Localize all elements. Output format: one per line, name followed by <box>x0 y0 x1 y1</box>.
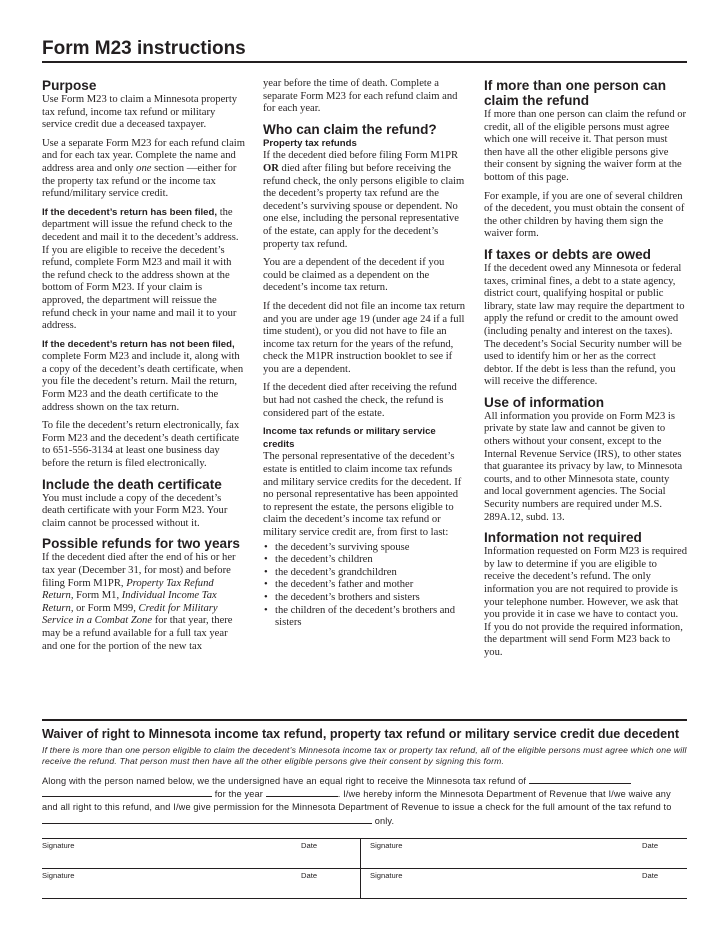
return-not-filed-text: If the decedent’s return has not been filed, complete Form M23 and include it, along with a copy of the decedent’s death certificate, when you file the decedent’s return. Mail the return, Form M23 and the death certificate to the address shown on the tax return. <box>42 338 244 413</box>
information-not-required-heading: Information not required <box>484 530 642 546</box>
list-item: • the decedent’s grandchildren <box>275 567 467 580</box>
list-item: • the children of the decedent’s brothers and sisters <box>275 605 467 630</box>
property-tax-subheading: Property tax refunds <box>263 137 357 149</box>
date-label: Date <box>642 841 659 850</box>
electronic-file-text: To file the decedent’s return electronically, fax Form M23 and the decedent’s death certificate to 651-556-3134 at least one business day before the return is filed electronically. <box>42 420 240 470</box>
death-certificate-text: You must include a copy of the decedent’s death certificate with your Form M23. Your claim cannot be processed without it. <box>42 492 228 529</box>
column-1 <box>42 78 245 659</box>
income-tax-text: The personal representative of the decedent’s estate is entitled to claim income tax refunds and military service credits for the decedent. If no personal representative has been appointed to represent the estate, the persons eligible to claim the decedent’s income tax refund or military service credit are, from first to last: <box>263 451 462 538</box>
date-label: Date <box>301 841 318 850</box>
cashed-text: If the decedent died after receiving the refund but had not cashed the check, the refund is considered part of the estate. <box>263 382 457 419</box>
signature-divider <box>360 839 361 869</box>
waiver-title: Waiver of right to Minnesota income tax refund, property tax refund or military service credit due decedent <box>42 727 680 741</box>
column-3 <box>484 78 687 666</box>
more-than-one-heading: If more than one person can claim the refund <box>484 78 667 108</box>
return-filed-text: If the decedent’s return has been filed, the department will issue the refund check to the decedent and mail it to the decedent’s address. If you are eligible to receive the decedent’s refund, complete Form M23 and mail it with the refund check to the address shown at the bottom of Form M23. If your claim is approved, the department will reissue the refund check in your name and mail it to your address. <box>42 206 239 332</box>
waiver-body: Along with the person named below, we the undersigned have an equal right to receive the Minnesota tax refund of for the year . I/we hereby inform the Minnesota Department of Revenue that I/we waive any and all right to this refund, and I/we give permission for the Minnesota Department of Revenue to issue a check for the full amount of the tax refund to only. <box>42 775 672 827</box>
taxes-owed-text: If the decedent owed any Minnesota or federal taxes, criminal fines, a debt to a state agency, district court, qualifying hospital or public library, state law may require the department to apply the refund or credit to the amount owed (including penalty and interest on the taxes). The decedent’s Social Security number will be used to identify him or her as the correct debtor. If the debt is less than the refund, you will receive the difference. <box>484 262 685 388</box>
who-can-claim-heading: Who can claim the refund? <box>263 121 437 137</box>
use-of-information-text: All information you provide on Form M23 is private by state law and cannot be given to others without your consent, except to the Internal Revenue Service (IRS), to other states that guarantee its privacy by law, to Minnesota courts, and to other Minnesota state, county and local government agencies. The Social Security numbers are required under M.S. 289A.12, subd. 13. <box>484 410 683 523</box>
waiver-instructions: If there is more than one person eligible to claim the decedent’s Minnesota income tax or property tax refund, all of the eligible persons must agree which one will receive the refund. That person must then have all the other eligible persons give their consent by signing this form. <box>42 744 687 767</box>
signature-label: Signature <box>42 841 75 850</box>
eligible-persons-list <box>263 542 467 630</box>
waiver-rule <box>42 719 687 721</box>
waiver-section <box>42 727 687 828</box>
continued-text: year before the time of death. Complete a separate Form M23 for each refund claim and for each year. <box>263 78 458 115</box>
page-title: Form M23 instructions <box>42 38 246 59</box>
separate-form-text: Use a separate Form M23 for each refund claim and for each tax year. Complete the name and address area and only one section —either for the property tax refund or the income tax refund/military service credit. <box>42 137 245 200</box>
taxes-owed-heading: If taxes or debts are owed <box>484 246 651 262</box>
signature-label: Signature <box>42 871 75 880</box>
use-of-information-heading: Use of information <box>484 394 605 410</box>
payee-name-field[interactable] <box>42 814 372 824</box>
possible-refunds-heading: Possible refunds for two years <box>42 536 240 552</box>
more-than-one-text: If more than one person can claim the refund or credit, all of the eligible persons must agree which one will receive it. That person must then have all the other eligible persons give their consent by signing the waiver form at the bottom of this page. <box>484 109 687 183</box>
column-2 <box>263 78 467 636</box>
death-certificate-heading: Include the death certificate <box>42 476 222 492</box>
list-item: • the decedent’s surviving spouse <box>275 542 467 555</box>
signature-label: Signature <box>370 841 403 850</box>
tax-year-field[interactable] <box>266 787 338 797</box>
list-item: • the decedent’s father and mother <box>275 579 467 592</box>
date-label: Date <box>642 871 659 880</box>
list-item: • the decedent’s children <box>275 554 467 567</box>
property-tax-text: If the decedent died before filing Form M1PR OR died after filing but before receiving the refund check, the only persons eligible to claim the decedent’s property tax refund are the decedent’s surviving spouse or dependent. No one else, including the personal representative of the estate, can apply for the decedent’s property tax refund. <box>263 150 465 250</box>
purpose-heading: Purpose <box>42 78 97 93</box>
signature-label: Signature <box>370 871 403 880</box>
signature-row-1 <box>42 838 687 869</box>
income-tax-subheading: Income tax refunds or military service credits <box>263 426 436 450</box>
person-name-field[interactable] <box>42 787 212 797</box>
title-rule <box>42 61 687 63</box>
dependent-text: You are a dependent of the decedent if you could be claimed as a dependent on the decedent’s income tax return. <box>263 257 445 294</box>
example-text: For example, if you are one of several children of the decedent, you must obtain the consent of the other children by having them sign the waiver form. <box>484 190 685 240</box>
signature-divider <box>360 869 361 899</box>
list-item: • the decedent’s brothers and sisters <box>275 592 467 605</box>
purpose-text: Use Form M23 to claim a Minnesota property tax refund, income tax refund or military service credit due a deceased taxpayer. <box>42 94 238 131</box>
signature-row-2 <box>42 868 687 899</box>
bottom-rule <box>42 898 687 899</box>
information-not-required-text: Information requested on Form M23 is required by law to determine if you are eligible to receive the decedent’s refund. The only information you are not required to provide is your telephone number. However, we ask that you provide it in case we have to contact you. If you do not provide the required information, the department will send Form M23 back to you. <box>484 546 688 658</box>
possible-refunds-text: If the decedent died after the end of his or her tax year (December 31, for most) and before filing Form M1PR, Property Tax Refund Return, Form M1, Individual Income Tax Return, or Form M99, Credit for Military Service in a Combat Zone for that year, there may be a refund available for a full tax year and one for the portion of the new tax <box>42 552 236 652</box>
date-label: Date <box>301 871 318 880</box>
age-text: If the decedent did not file an income tax return and you are under age 19 (under age 24 if a full time student), or you did not have to file an income tax return for the years of the refund, check the M1PR instruction booklet to see if you are a dependent. <box>263 300 466 375</box>
refund-amount-field[interactable] <box>529 774 631 784</box>
